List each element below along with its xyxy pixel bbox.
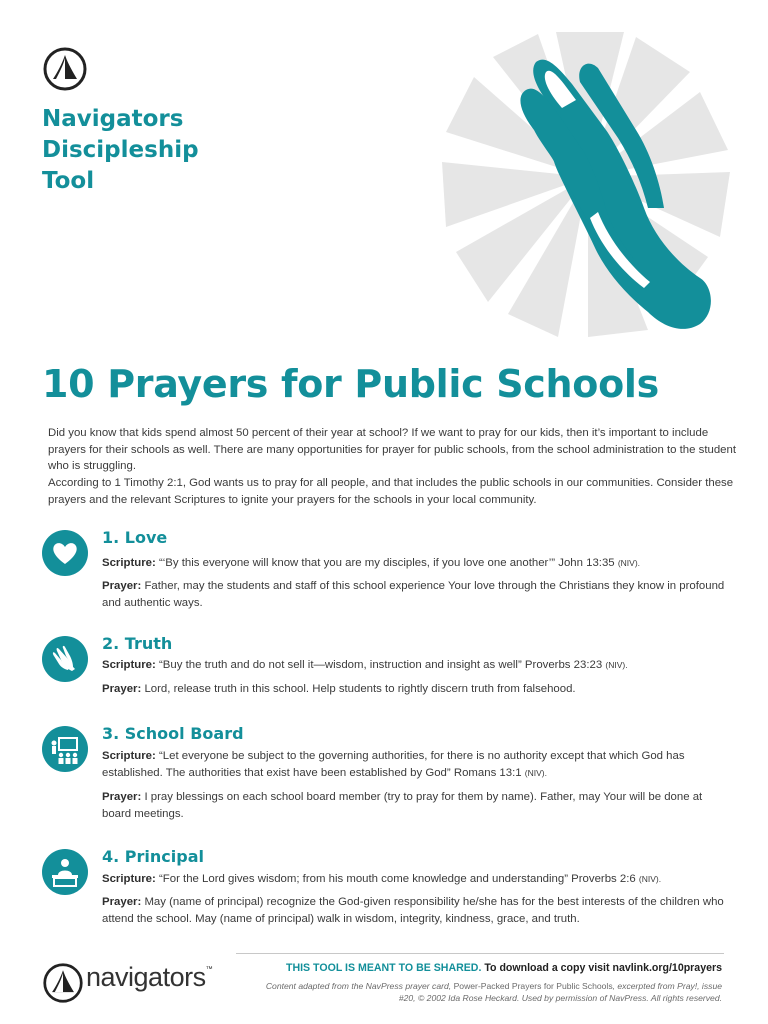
share-download-text: To download a copy visit navlink.org/10prayers [481,962,722,974]
praying-hands-hero-icon [438,12,734,342]
prayer-text: May (name of principal) recognize the God-given responsibility he/she has for the best interests of the children who attend the school. May (name of principal) walk in wisdom, integrity, kindness, grace, and truth. [102,896,724,925]
prayer-line [102,578,732,611]
prayer-line [102,789,732,822]
praying-hands-icon [42,636,88,682]
prayer-label: Prayer: [102,580,142,592]
credit-part-1: Content adapted from the NavPress prayer card, [265,981,454,991]
prayer-line [102,681,732,698]
trademark-symbol: ™ [205,966,213,973]
scripture-label: Scripture: [102,750,156,762]
prayer-line [102,894,732,927]
scripture-version: (NIV). [617,558,641,568]
board-meeting-icon [42,726,88,772]
scripture-version: (NIV). [605,660,628,670]
scripture-text: “For the Lord gives wisdom; from his mouth come knowledge and understanding” Proverbs 2:6 [158,873,636,885]
navigators-logo-icon [42,46,88,92]
brand-title [42,104,199,197]
navigators-wordmark [86,962,212,993]
section-heading: 4. Principal [102,847,204,866]
principal-desk-icon [42,849,88,895]
scripture-label: Scripture: [102,873,156,885]
share-line [286,962,722,974]
intro-paragraph-1: Did you know that kids spend almost 50 percent of their year at school? If we want to pray for our kids, then it’s important to include prayers for their schools as well. There are many opportunities for prayer for public schools, from the school administration to the student who is struggling. [48,427,736,472]
prayer-text: I pray blessings on each school board member (try to pray for them by name). Father, may Your will be done at board meetings. [102,791,703,820]
brand-line-2: Discipleship [42,137,199,163]
wordmark-text: navigators [86,962,206,992]
credit-part-2: Power-Packed Prayers for Public Schools [453,981,613,991]
share-lead: THIS TOOL IS MEANT TO BE SHARED. [285,962,482,974]
navigators-logo-icon [42,962,84,1004]
prayer-label: Prayer: [102,791,142,803]
intro-paragraph-2: According to 1 Timothy 2:1, God wants us to pray for all people, and that includes the public schools in our communities. Consider these prayers and the relevant Scriptures to ignite your prayers for the schools in your local community. [48,477,734,506]
section-heading: 1. Love [102,528,168,547]
credit-line [252,980,722,1004]
page-title: 10 Prayers for Public Schools [42,362,659,406]
scripture-label: Scripture: [102,557,156,569]
section-heading: 3. School Board [102,724,244,743]
heart-icon [42,530,88,576]
prayer-label: Prayer: [102,896,142,908]
scripture-text: “‘By this everyone will know that you are my disciples, if you love one another’” John 13:35 [158,557,615,569]
brand-line-1: Navigators [42,106,184,132]
prayer-label: Prayer: [102,683,142,695]
footer-divider [236,953,724,954]
scripture-label: Scripture: [102,659,156,671]
section-heading: 2. Truth [102,634,173,653]
scripture-line [102,657,732,674]
scripture-line [102,555,732,572]
prayer-text: Lord, release truth in this school. Help students to rightly discern truth from falsehood. [144,683,576,695]
credit-part-3: , excerpted from Pray!, issue #20, © 2002 Ida Rose Heckard. Used by permission of NavPress. All rights reserved. [398,981,722,1003]
scripture-text: “Buy the truth and do not sell it—wisdom, instruction and insight as well” Proverbs 23:23 [158,659,603,671]
brand-line-3: Tool [42,168,95,194]
scripture-version: (NIV). [638,874,662,884]
scripture-line [102,871,732,888]
prayer-text: Father, may the students and staff of this school experience Your love through the Christians they know in profound and authentic ways. [102,580,725,609]
scripture-text: “Let everyone be subject to the governing authorities, for there is no authority except that which God has established. The authorities that exist have been established by God” Romans 13:1 [102,750,685,779]
scripture-line [102,748,732,781]
scripture-version: (NIV). [524,767,547,778]
